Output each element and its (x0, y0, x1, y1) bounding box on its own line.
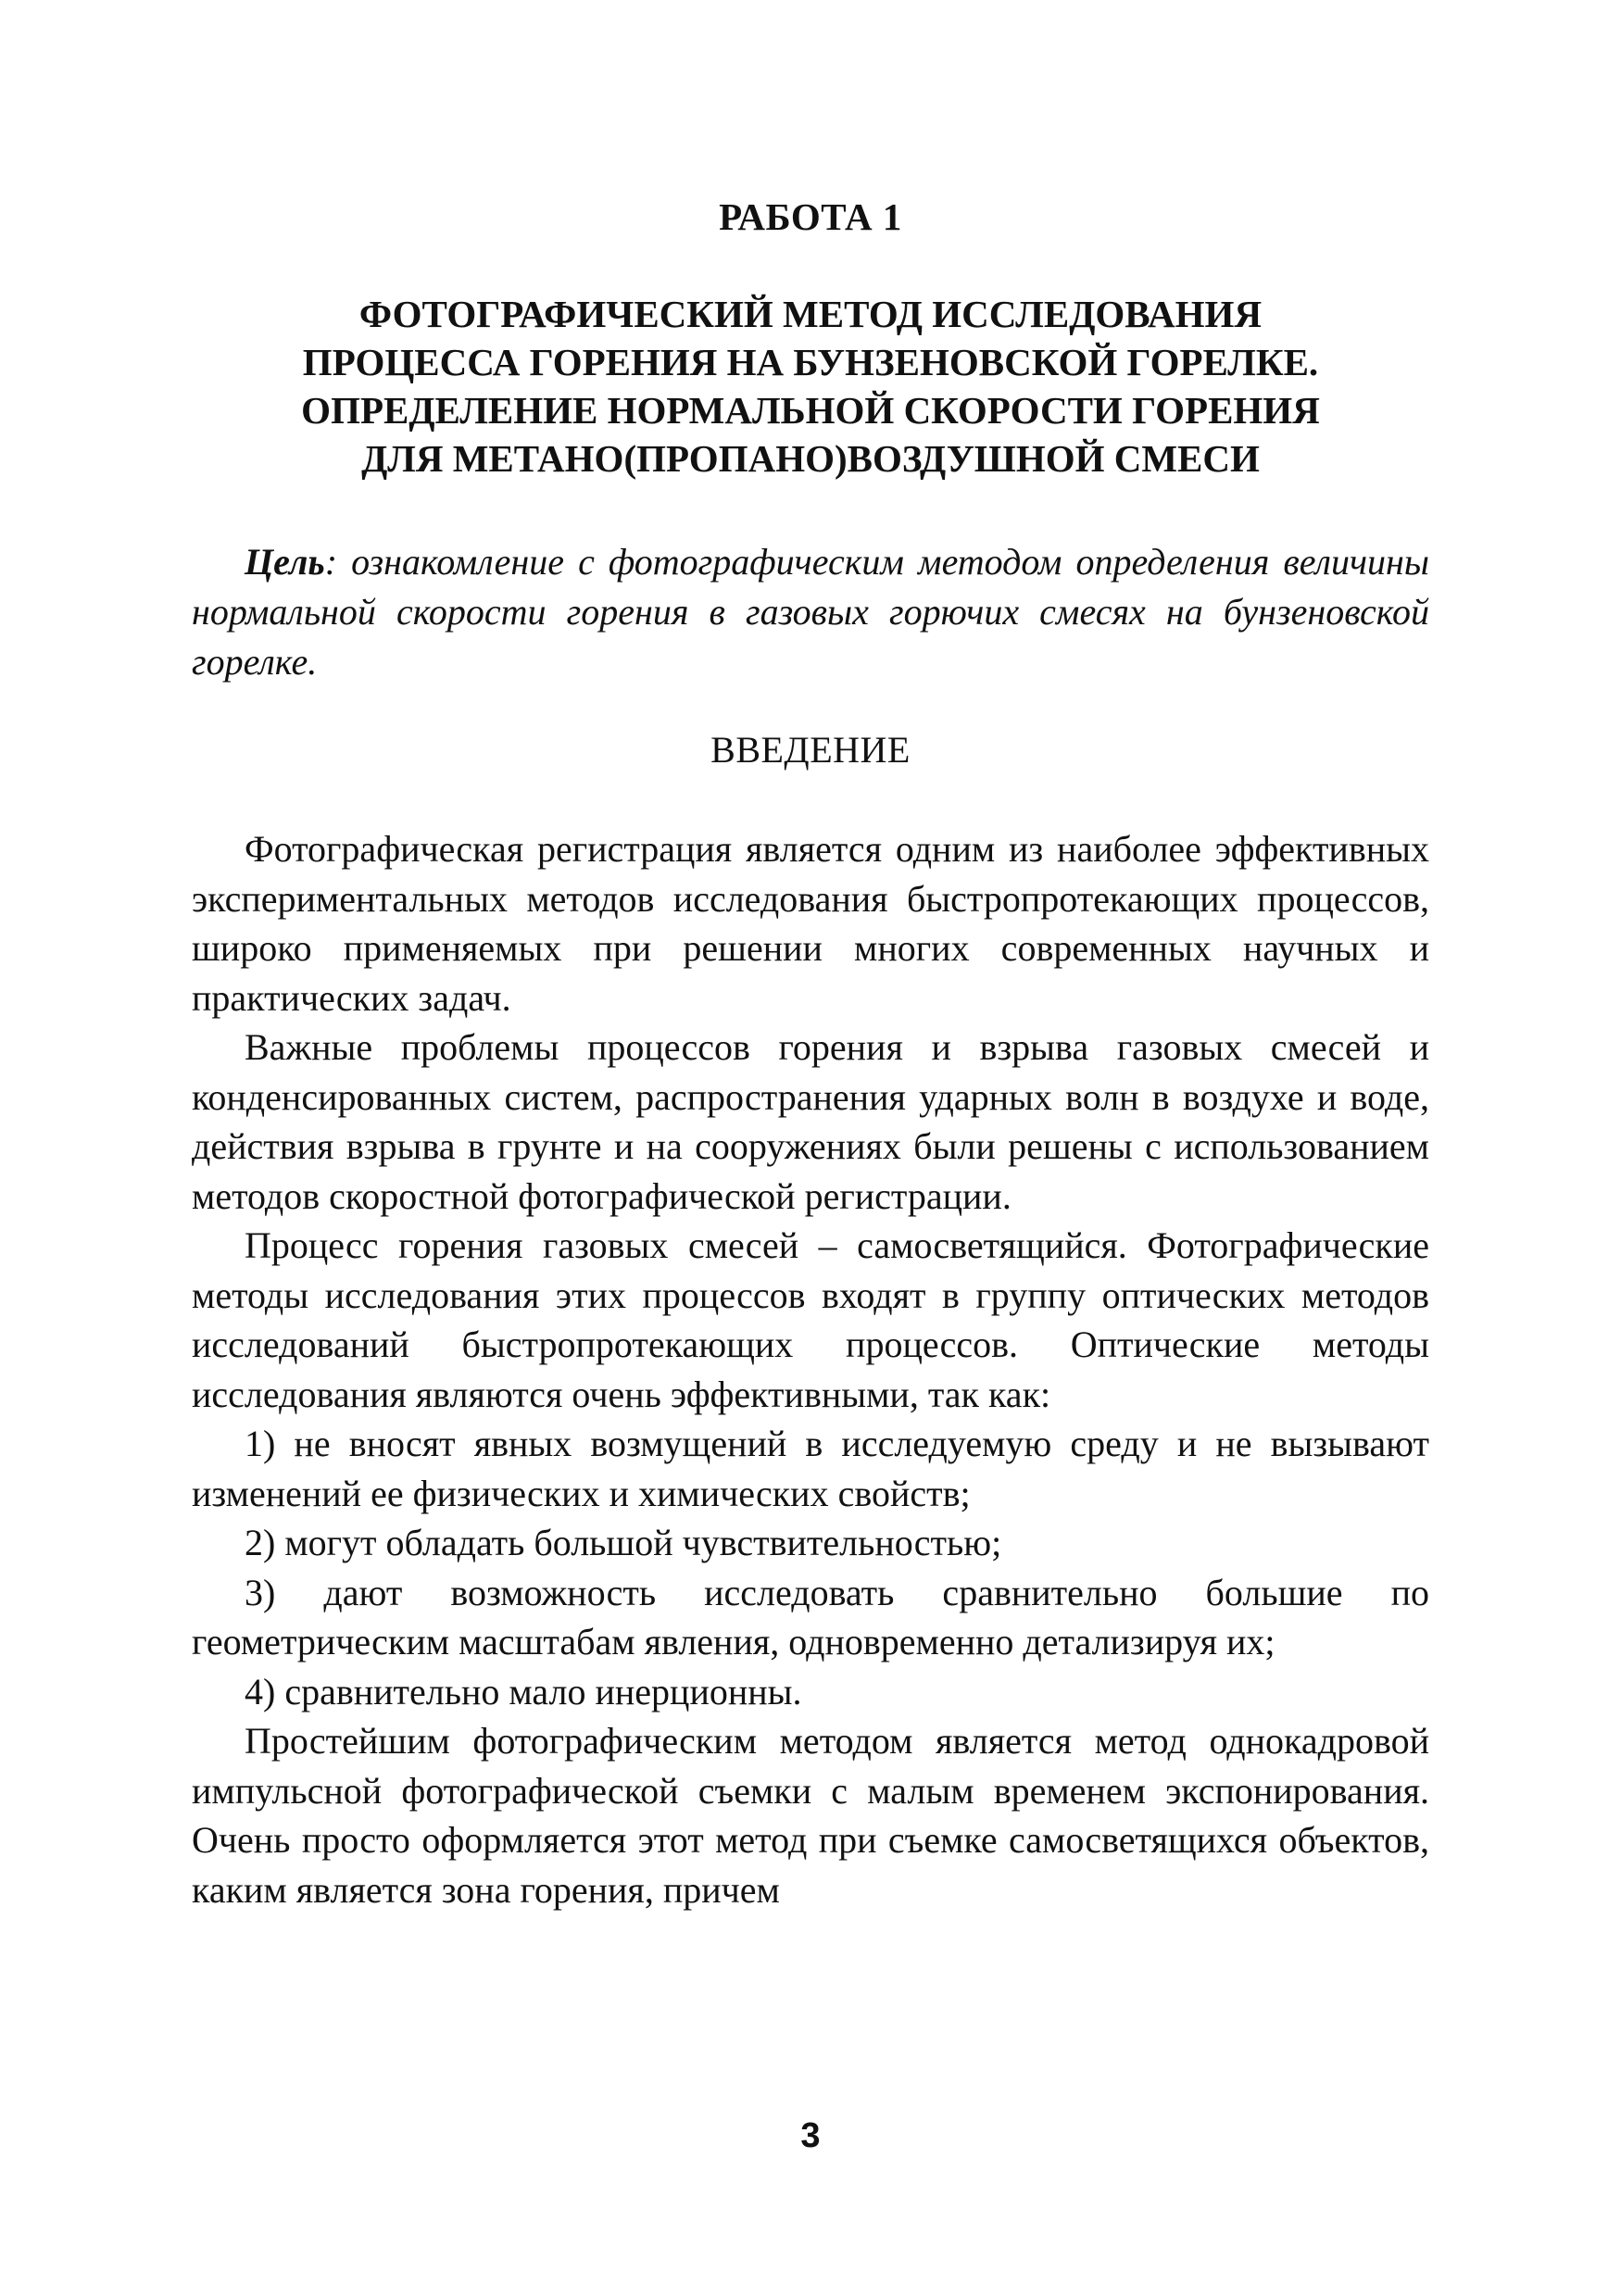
work-title-line: ОПРЕДЕЛЕНИЕ НОРМАЛЬНОЙ СКОРОСТИ ГОРЕНИЯ (301, 389, 1320, 432)
goal-text: : ознакомление с фотографическим методом определения величины нормальной скорости горения в газовых горючих смесях на бунзеновской горелке. (192, 541, 1429, 683)
goal-paragraph (192, 537, 1429, 687)
paragraph: Фотографическая регистрация является одним из наиболее эффективных экспериментальных методов исследования быстропротекающих процессов, широко применяемых при решении многих современных научных и практических задач. (192, 828, 1429, 1019)
list-item: 3) дают возможность исследовать сравнительно большие по геометрическим масштабам явления, одновременно детализируя их; (192, 1571, 1429, 1662)
paragraph: Важные проблемы процессов горения и взрыва газовых смесей и конденсированных систем, распространения ударных волн в воздухе и воде, действия взрыва в грунте и на сооружениях были решены с использованием методов скоростной фотографической регистрации. (192, 1026, 1429, 1217)
work-number: РАБОТА 1 (719, 195, 902, 238)
body-text (192, 824, 1429, 1914)
goal-label: Цель (245, 541, 325, 583)
paragraph: Простейшим фотографическим методом является метод однокадровой импульсной фотографической съемки с малым временем экспонирования. Очень просто оформляется этот метод при съемке самосветящихся объектов, каким является зона горения, причем (192, 1720, 1429, 1911)
work-title-line: ДЛЯ МЕТАНО(ПРОПАНО)ВОЗДУШНОЙ СМЕСИ (361, 437, 1260, 480)
work-title-line: ПРОЦЕССА ГОРЕНИЯ НА БУНЗЕНОВСКОЙ ГОРЕЛКЕ. (302, 341, 1319, 383)
work-title-line: ФОТОГРАФИЧЕСКИЙ МЕТОД ИССЛЕДОВАНИЯ (358, 293, 1263, 335)
list-item: 4) сравнительно мало инерционны. (245, 1670, 802, 1713)
document-page (192, 0, 1429, 2296)
page-number: 3 (800, 2116, 821, 2155)
list-item: 1) не вносят явных возмущений в исследуемую среду и не вызывают изменений ее физических и химических свойств; (192, 1423, 1429, 1514)
section-heading: ВВЕДЕНИЕ (710, 729, 911, 771)
list-item: 2) могут обладать большой чувствительностью; (245, 1522, 1002, 1563)
work-title (192, 290, 1429, 483)
paragraph: Процесс горения газовых смесей – самосветящийся. Фотографические методы исследования этих процессов входят в группу оптических методов исследований быстропротекающих процессов. Оптические методы исследования являются очень эффективными, так как: (192, 1224, 1429, 1415)
